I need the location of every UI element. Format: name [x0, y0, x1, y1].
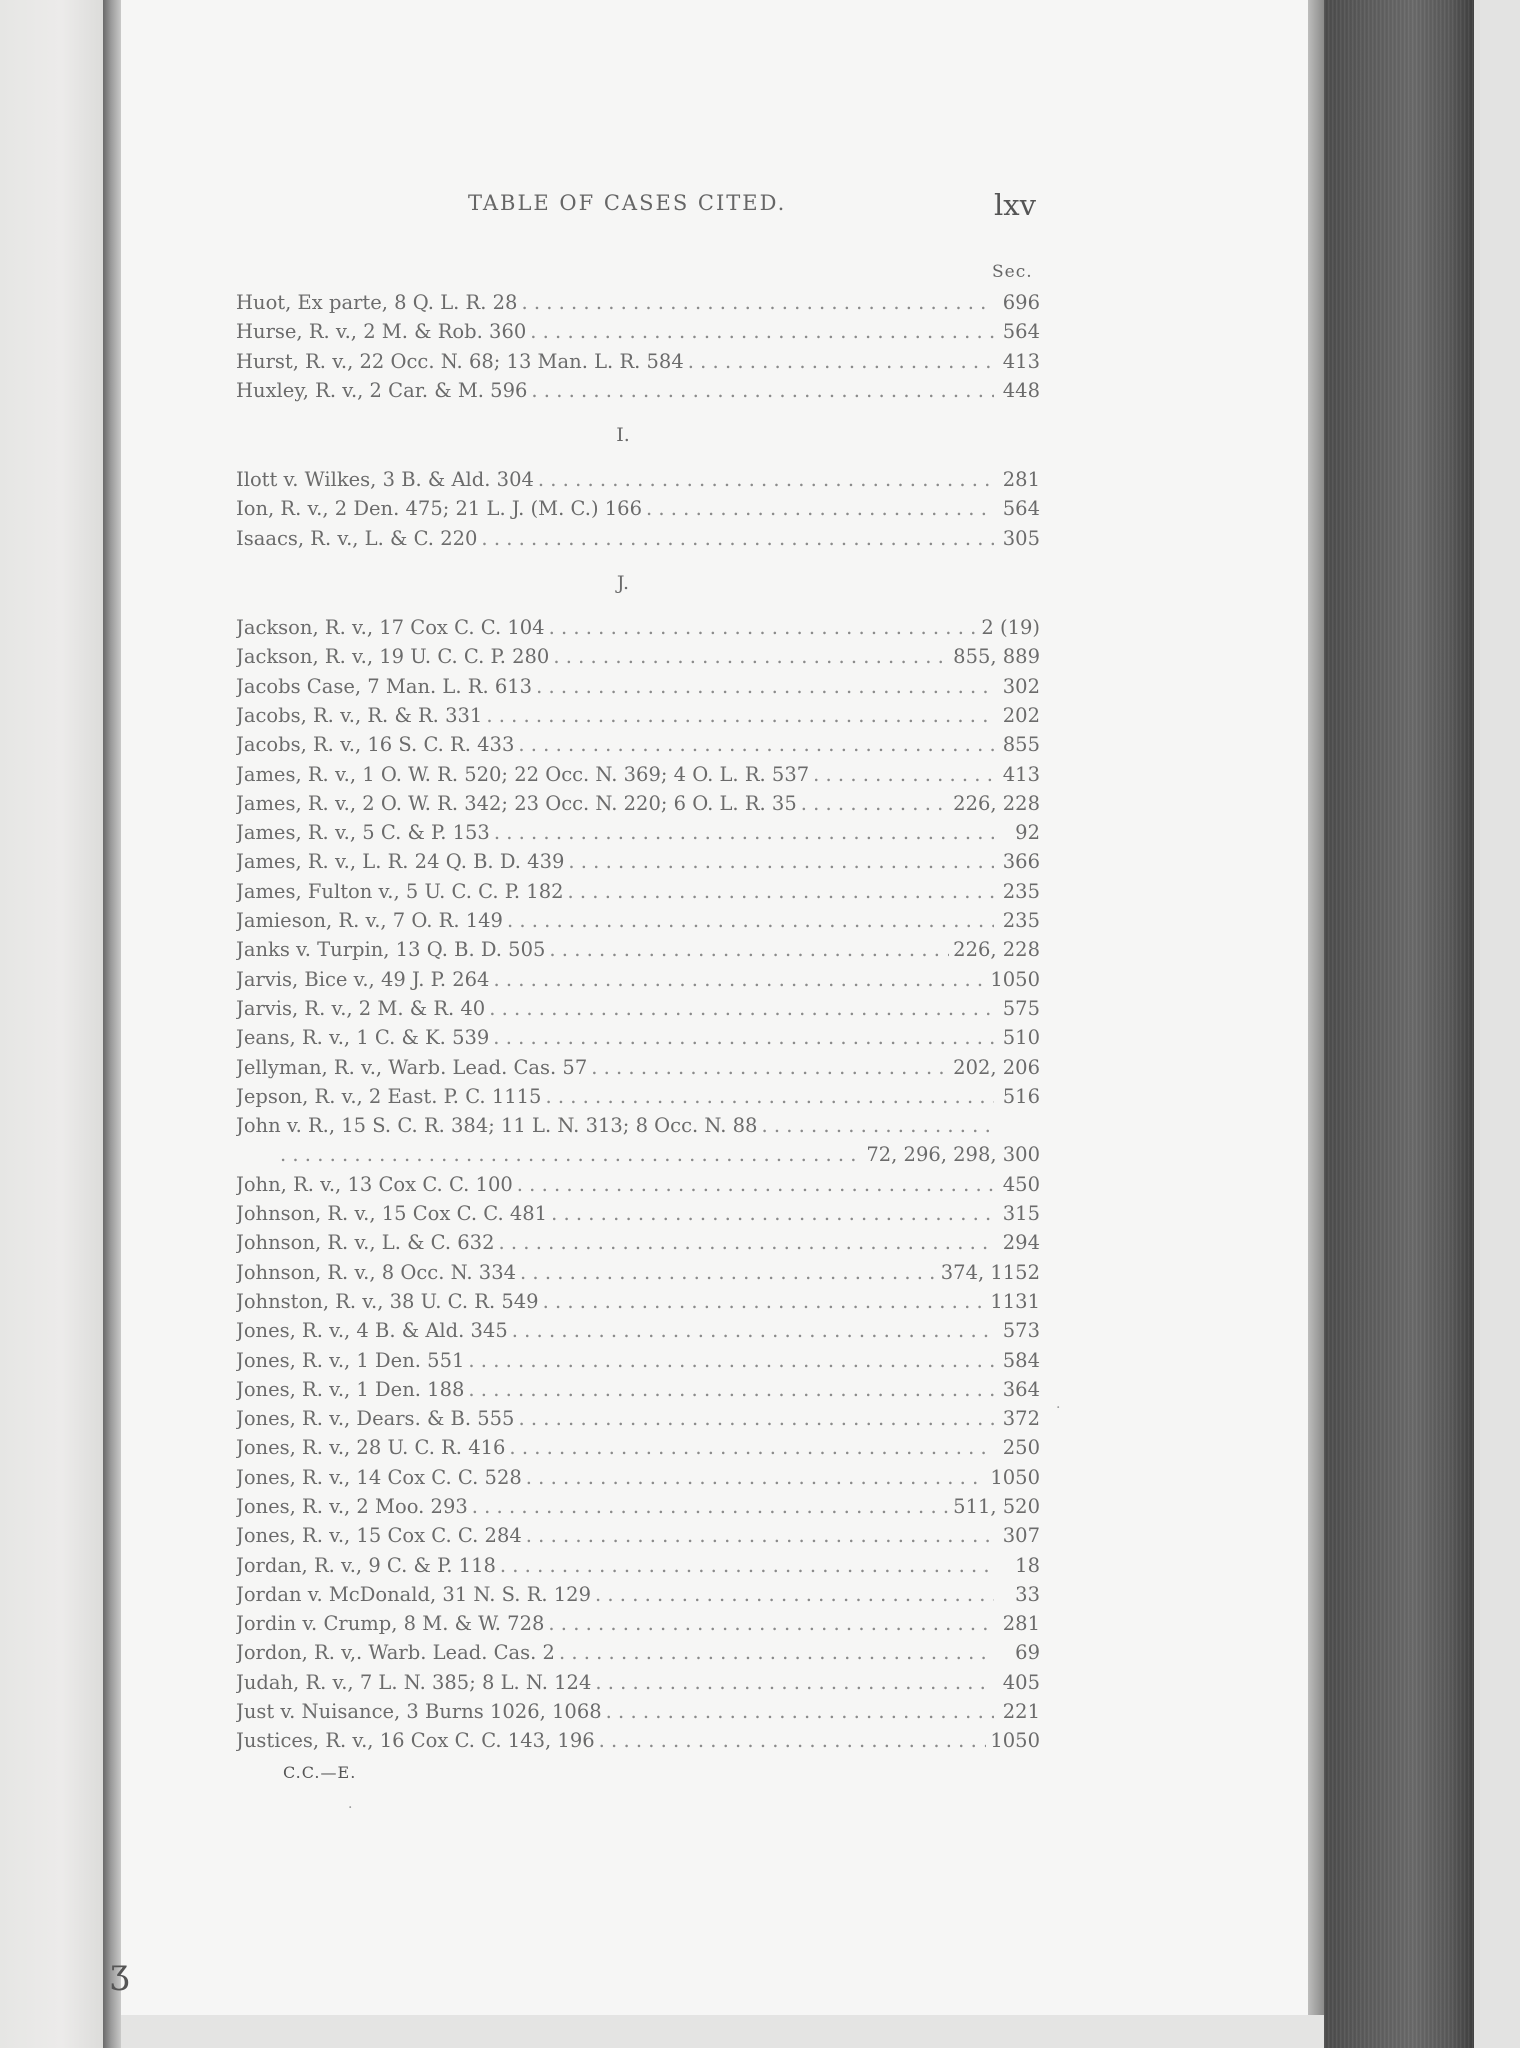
case-name: Johnson, R. v., 8 Occ. N. 334 — [236, 1260, 517, 1284]
case-name: James, Fulton v., 5 U. C. C. P. 182 — [236, 879, 564, 903]
section-reference: 855 — [1002, 733, 1040, 757]
case-entry — [236, 1082, 1040, 1111]
dot-leader — [551, 1199, 994, 1228]
case-entry — [236, 1023, 1040, 1052]
case-name: Johnston, R. v., 38 U. C. R. 549 — [236, 1289, 539, 1313]
case-entry — [236, 1053, 1040, 1082]
case-entry — [236, 1228, 1040, 1257]
case-name: Jeans, R. v., 1 C. & K. 539 — [236, 1026, 490, 1050]
dot-leader — [606, 1697, 994, 1726]
case-name: Jackson, R. v., 17 Cox C. C. 104 — [236, 616, 545, 640]
dot-leader — [591, 1053, 949, 1082]
dot-leader — [543, 1287, 987, 1316]
case-entry — [236, 877, 1040, 906]
section-reference: 510 — [1002, 1026, 1040, 1050]
section-reference: 855, 889 — [953, 645, 1040, 669]
case-entry — [236, 1140, 1040, 1169]
section-reference: 372 — [1002, 1407, 1040, 1431]
dot-leader — [521, 288, 994, 317]
section-reference: 294 — [1002, 1231, 1040, 1255]
section-column-label: Sec. — [992, 262, 1033, 282]
case-entry — [236, 1463, 1040, 1492]
case-name: Judah, R. v., 7 L. N. 385; 8 L. N. 124 — [236, 1670, 592, 1694]
case-name: James, R. v., L. R. 24 Q. B. D. 439 — [236, 850, 565, 874]
case-entry — [236, 376, 1040, 405]
dot-leader — [549, 935, 949, 964]
case-name: Jacobs, R. v., 16 S. C. R. 433 — [236, 733, 515, 757]
section-reference: 226, 228 — [953, 791, 1040, 815]
case-name: James, R. v., 5 C. & P. 153 — [236, 821, 490, 845]
dot-leader — [568, 877, 994, 906]
dot-leader — [472, 1492, 949, 1521]
case-name: James, R. v., 1 O. W. R. 520; 22 Occ. N. 369; 4 O. L. R. 537 — [236, 762, 810, 786]
case-name: Jacobs, R. v., R. & R. 331 — [236, 703, 483, 727]
case-name: Huot, Ex parte, 8 Q. L. R. 28 — [236, 291, 518, 314]
case-name: Jarvis, R. v., 2 M. & R. 40 — [236, 996, 486, 1020]
case-entry — [236, 347, 1040, 376]
case-entry — [236, 847, 1040, 876]
section-reference: 405 — [1002, 1670, 1040, 1694]
section-letter: I. — [616, 424, 630, 447]
case-name: Jepson, R. v., 2 East. P. C. 1115 — [236, 1084, 542, 1108]
dot-leader — [595, 1668, 994, 1697]
page-number: lxv — [994, 188, 1037, 222]
section-reference: 1131 — [990, 1289, 1040, 1313]
dot-leader — [517, 1170, 994, 1199]
page-edge — [1308, 0, 1324, 2048]
dot-leader — [493, 965, 986, 994]
section-reference: 72, 296, 298, 300 — [866, 1143, 1040, 1167]
case-entry — [236, 1580, 1040, 1609]
dot-leader — [489, 994, 994, 1023]
binding-mark-icon: ʒ — [110, 1952, 130, 1992]
section-reference: 235 — [1002, 909, 1040, 933]
section-reference: 696 — [1002, 291, 1040, 314]
dot-leader — [499, 1228, 995, 1257]
case-entry — [236, 1258, 1040, 1287]
section-reference: 202, 206 — [953, 1055, 1040, 1079]
dot-leader — [512, 1316, 994, 1345]
dot-leader — [559, 1638, 994, 1667]
section-reference: 235 — [1002, 879, 1040, 903]
case-entry — [236, 906, 1040, 935]
section-reference: 305 — [1002, 526, 1040, 550]
section-reference: 1050 — [990, 1729, 1040, 1753]
case-entry — [236, 288, 1040, 317]
case-name: Jacobs Case, 7 Man. L. R. 613 — [236, 674, 533, 698]
dot-leader — [481, 524, 994, 553]
case-entry — [236, 1287, 1040, 1316]
case-entry — [236, 1375, 1040, 1404]
section-reference: 250 — [1002, 1436, 1040, 1460]
case-entry — [236, 789, 1040, 818]
section-reference: 413 — [1002, 762, 1040, 786]
case-entry — [236, 494, 1040, 523]
dot-leader — [531, 376, 994, 405]
case-name: Jordon, R. v,. Warb. Lead. Cas. 2 — [236, 1641, 555, 1665]
case-name: Johnson, R. v., 15 Cox C. C. 481 — [236, 1202, 548, 1226]
section-letter: J. — [616, 572, 630, 595]
section-reference: 1050 — [990, 1465, 1040, 1489]
case-entry — [236, 1492, 1040, 1521]
section-reference: 302 — [1002, 674, 1040, 698]
section-reference: 307 — [1002, 1524, 1040, 1548]
case-entry — [236, 1521, 1040, 1550]
case-entry — [236, 935, 1040, 964]
case-entry — [236, 1316, 1040, 1345]
case-name: Jones, R. v., 4 B. & Ald. 345 — [236, 1319, 508, 1343]
section-reference: 573 — [1002, 1319, 1040, 1343]
section-reference: 584 — [1002, 1348, 1040, 1372]
case-name: Jones, R. v., 28 U. C. R. 416 — [236, 1436, 506, 1460]
case-entry — [236, 965, 1040, 994]
case-entry — [236, 1199, 1040, 1228]
case-name: Johnson, R. v., L. & C. 632 — [236, 1231, 495, 1255]
case-name: Ilott v. Wilkes, 3 B. & Ald. 304 — [236, 468, 534, 492]
case-name: Jarvis, Bice v., 49 J. P. 264 — [236, 967, 490, 991]
case-name: James, R. v., 2 O. W. R. 342; 23 Occ. N. 220; 6 O. L. R. 35 — [236, 791, 797, 815]
case-name: Justices, R. v., 16 Cox C. C. 143, 196 — [236, 1729, 595, 1753]
case-entry — [236, 1404, 1040, 1433]
case-entry — [236, 672, 1040, 701]
dot-leader — [549, 613, 978, 642]
case-name: Hurst, R. v., 22 Occ. N. 68; 13 Man. L. R. 584 — [236, 349, 684, 373]
case-entry — [236, 1638, 1040, 1667]
case-entry — [236, 465, 1040, 494]
section-reference: 564 — [1002, 320, 1040, 344]
speck-mark: · — [348, 1800, 353, 1816]
dot-leader — [526, 1463, 987, 1492]
dot-leader — [494, 818, 994, 847]
dot-leader — [646, 494, 994, 523]
dot-leader — [486, 701, 994, 730]
case-name: Jamieson, R. v., 7 O. R. 149 — [236, 909, 503, 933]
dot-leader — [548, 1609, 994, 1638]
section-reference: 315 — [1002, 1202, 1040, 1226]
case-name: Jones, R. v., 2 Moo. 293 — [236, 1494, 468, 1518]
dot-leader — [553, 642, 949, 671]
case-entry — [236, 1697, 1040, 1726]
running-header-title: TABLE OF CASES CITED. — [468, 191, 787, 215]
case-name: Janks v. Turpin, 13 Q. B. D. 505 — [236, 938, 546, 962]
case-entry — [236, 524, 1040, 553]
case-table — [236, 288, 1040, 1756]
dot-leader — [520, 1258, 937, 1287]
dot-leader — [500, 1551, 994, 1580]
dot-leader — [688, 347, 994, 376]
case-name: Jordan, R. v., 9 C. & P. 118 — [236, 1553, 496, 1577]
case-entry — [236, 1551, 1040, 1580]
case-entry — [236, 613, 1040, 642]
section-reference: 281 — [1002, 468, 1040, 492]
case-entry — [236, 1609, 1040, 1638]
dot-leader — [493, 1023, 994, 1052]
case-name: Jones, R. v., 14 Cox C. C. 528 — [236, 1465, 522, 1489]
case-name: Isaacs, R. v., L. & C. 220 — [236, 526, 478, 550]
dot-leader — [280, 1140, 862, 1169]
dot-leader — [599, 1726, 987, 1755]
section-reference: 448 — [1002, 378, 1040, 402]
dot-leader — [468, 1346, 994, 1375]
dot-leader — [507, 906, 994, 935]
section-reference: 374, 1152 — [940, 1260, 1040, 1284]
scan-bottom-strip — [121, 2015, 1324, 2048]
case-name: Jellyman, R. v., Warb. Lead. Cas. 57 — [236, 1055, 588, 1079]
section-reference: 364 — [1002, 1377, 1040, 1401]
dot-leader — [518, 730, 994, 759]
signature-mark: C.C.—E. — [283, 1763, 357, 1782]
dot-leader — [509, 1433, 994, 1462]
case-entry — [236, 1111, 1040, 1140]
section-reference: 281 — [1002, 1612, 1040, 1636]
section-reference: 516 — [1002, 1084, 1040, 1108]
section-reference: 2 (19) — [981, 616, 1040, 640]
case-entry — [236, 1668, 1040, 1697]
section-reference: 413 — [1002, 349, 1040, 373]
dot-leader — [568, 847, 994, 876]
case-entry — [236, 760, 1040, 789]
dot-leader — [545, 1082, 994, 1111]
case-name: John v. R., 15 S. C. R. 384; 11 L. N. 313; 8 Occ. N. 88 — [236, 1114, 758, 1138]
case-name: Jones, R. v., 15 Cox C. C. 284 — [236, 1524, 522, 1548]
dot-leader — [595, 1580, 994, 1609]
case-name: John, R. v., 13 Cox C. C. 100 — [236, 1172, 513, 1196]
dot-leader — [468, 1375, 994, 1404]
section-reference: 226, 228 — [953, 938, 1040, 962]
case-entry — [236, 1346, 1040, 1375]
dot-leader — [538, 465, 994, 494]
case-name: Jordan v. McDonald, 31 N. S. R. 129 — [236, 1582, 591, 1606]
case-entry — [236, 1433, 1040, 1462]
case-entry — [236, 1726, 1040, 1755]
section-reference: 450 — [1002, 1172, 1040, 1196]
adjacent-page-edge — [0, 0, 103, 2048]
speck-mark: · — [1056, 1400, 1061, 1416]
case-entry — [236, 642, 1040, 671]
dot-leader — [813, 760, 994, 789]
section-reference: 1050 — [990, 967, 1040, 991]
dot-leader — [518, 1404, 994, 1433]
case-entry — [236, 730, 1040, 759]
section-reference: 366 — [1002, 850, 1040, 874]
book-gutter — [103, 0, 121, 2048]
case-name: Just v. Nuisance, 3 Burns 1026, 1068 — [236, 1700, 602, 1724]
case-entry — [236, 701, 1040, 730]
case-name: Jackson, R. v., 19 U. C. C. P. 280 — [236, 645, 550, 669]
section-reference: 18 — [1015, 1553, 1040, 1577]
section-reference: 511, 520 — [953, 1494, 1040, 1518]
case-entry — [236, 818, 1040, 847]
dot-leader — [801, 789, 949, 818]
case-name: Ion, R. v., 2 Den. 475; 21 L. J. (M. C.) 166 — [236, 497, 642, 521]
dot-leader — [526, 1521, 994, 1550]
case-entry — [236, 317, 1040, 346]
case-entry — [236, 1170, 1040, 1199]
section-reference: 92 — [1015, 821, 1040, 845]
book-fore-edge — [1324, 0, 1474, 2048]
scan-background — [1474, 0, 1520, 2048]
case-name: Jones, R. v., 1 Den. 551 — [236, 1348, 465, 1372]
section-reference: 221 — [1002, 1700, 1040, 1724]
section-reference: 33 — [1015, 1582, 1040, 1606]
case-name: Jones, R. v., Dears. & B. 555 — [236, 1407, 515, 1431]
section-reference: 564 — [1002, 497, 1040, 521]
section-reference: 69 — [1015, 1641, 1040, 1665]
case-name: Jordin v. Crump, 8 M. & W. 728 — [236, 1612, 545, 1636]
case-name: Hurse, R. v., 2 M. & Rob. 360 — [236, 320, 527, 344]
section-reference: 202 — [1002, 703, 1040, 727]
dot-leader — [530, 317, 994, 346]
case-name: Huxley, R. v., 2 Car. & M. 596 — [236, 378, 528, 402]
dot-leader — [761, 1111, 994, 1140]
case-entry — [236, 994, 1040, 1023]
case-name: Jones, R. v., 1 Den. 188 — [236, 1377, 465, 1401]
section-reference: 575 — [1002, 996, 1040, 1020]
dot-leader — [536, 672, 994, 701]
